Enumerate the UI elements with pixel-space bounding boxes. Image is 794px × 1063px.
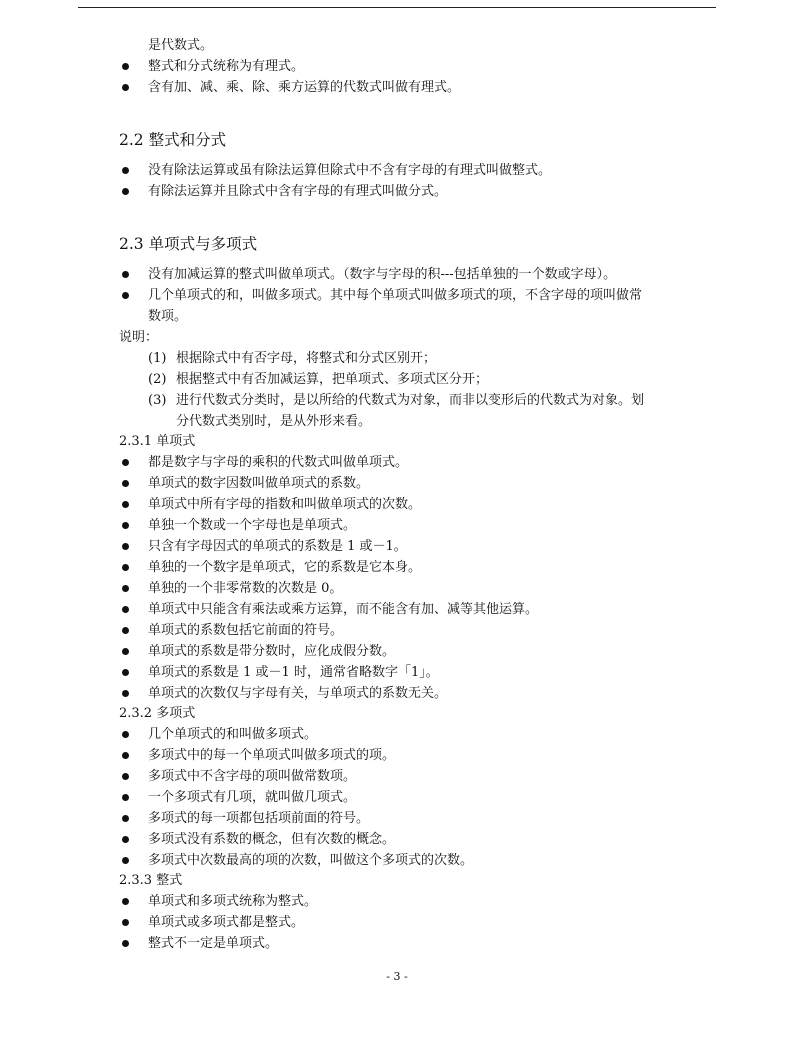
list-item: 多项式中次数最高的项的次数，叫做这个多项式的次数。: [148, 853, 474, 868]
bullet-icon: [122, 857, 129, 864]
section-heading-2-2: 2.2 整式和分式: [119, 131, 227, 149]
list-item: 多项式的每一项都包括项前面的符号。: [148, 811, 370, 826]
bullet-icon: [122, 940, 129, 947]
list-item: 多项式中不含字母的项叫做常数项。: [148, 769, 357, 784]
bullet-icon: [122, 794, 129, 801]
bullet-icon: [122, 459, 129, 466]
bullet-icon: [122, 522, 129, 529]
list-item: 整式和分式统称为有理式。: [148, 59, 305, 74]
note-number: (2): [148, 372, 167, 387]
note-text-continuation: 分代数式类别时，是从外形来看。: [176, 414, 372, 429]
list-item: 都是数字与字母的乘积的代数式叫做单项式。: [148, 455, 409, 470]
note-number: (3): [148, 393, 167, 408]
bullet-icon: [122, 501, 129, 508]
list-item: 几个单项式的和叫做多项式。: [148, 727, 318, 742]
list-item: 单独的一个数字是单项式，它的系数是它本身。: [148, 560, 422, 575]
list-item: 有除法运算并且除式中含有字母的有理式叫做分式。: [148, 184, 448, 199]
note-text: 根据整式中有否加减运算，把单项式、多项式区分开；: [176, 372, 489, 387]
bullet-icon: [122, 898, 129, 905]
bullet-icon: [122, 669, 129, 676]
subsection-heading-2-3-2: 2.3.2 多项式: [119, 706, 196, 721]
bullet-icon: [122, 63, 129, 70]
list-item: 只含有字母因式的单项式的系数是 1 或－1。: [148, 539, 407, 554]
bullet-icon: [122, 815, 129, 822]
list-item: 单项式的系数包括它前面的符号。: [148, 623, 344, 638]
list-item: 单项式的次数仅与字母有关，与单项式的系数无关。: [148, 686, 448, 701]
list-item: 几个单项式的和，叫做多项式。其中每个单项式叫做多项式的项，不含字母的项叫做常: [148, 288, 643, 303]
bullet-icon: [122, 585, 129, 592]
page-number: - 3 -: [386, 970, 408, 983]
bullet-icon: [122, 648, 129, 655]
bullet-icon: [122, 292, 129, 299]
note-number: (1): [148, 351, 167, 366]
bullet-icon: [122, 773, 129, 780]
bullet-icon: [122, 543, 129, 550]
bullet-icon: [122, 752, 129, 759]
bullet-icon: [122, 564, 129, 571]
list-item: 单项式的系数是 1 或－1 时，通常省略数字「1」。: [148, 665, 439, 680]
note-text: 进行代数式分类时，是以所给的代数式为对象，而非以变形后的代数式为对象。划: [176, 393, 645, 408]
subsection-heading-2-3-3: 2.3.3 整式: [119, 873, 183, 888]
bullet-icon: [122, 731, 129, 738]
note-text: 根据除式中有否字母，将整式和分式区别开；: [176, 351, 437, 366]
list-item: 单独的一个非零常数的次数是 0。: [148, 581, 343, 596]
bullet-icon: [122, 84, 129, 91]
list-item: 单项式或多项式都是整式。: [148, 915, 305, 930]
list-item: 单独一个数或一个字母也是单项式。: [148, 518, 357, 533]
list-item: 单项式的数字因数叫做单项式的系数。: [148, 476, 370, 491]
bullet-icon: [122, 627, 129, 634]
note-label: 说明：: [119, 330, 159, 345]
list-item: 没有加减运算的整式叫做单项式。（数字与字母的积---包括单独的一个数或字母）。: [148, 267, 617, 282]
list-item: 单项式中只能含有乘法或乘方运算，而不能含有加、减等其他运算。: [148, 602, 539, 617]
list-item: 整式不一定是单项式。: [148, 936, 279, 951]
list-item: 单项式和多项式统称为整式。: [148, 894, 318, 909]
list-item: 没有除法运算或虽有除法运算但除式中不含有字母的有理式叫做整式。: [148, 163, 552, 178]
bullet-icon: [122, 606, 129, 613]
bullet-icon: [122, 188, 129, 195]
list-item: 多项式中的每一个单项式叫做多项式的项。: [148, 748, 396, 763]
subsection-heading-2-3-1: 2.3.1 单项式: [119, 434, 196, 449]
bullet-icon: [122, 167, 129, 174]
list-item: 多项式没有系数的概念，但有次数的概念。: [148, 832, 396, 847]
list-item: 一个多项式有几项，就叫做几项式。: [148, 790, 357, 805]
bullet-icon: [122, 836, 129, 843]
list-item: 含有加、减、乘、除、乘方运算的代数式叫做有理式。: [148, 80, 461, 95]
bullet-icon: [122, 690, 129, 697]
bullet-icon: [122, 271, 129, 278]
list-item: 单项式的系数是带分数时，应化成假分数。: [148, 644, 396, 659]
list-item-continuation: 数项。: [148, 309, 188, 324]
bullet-icon: [122, 919, 129, 926]
bullet-icon: [122, 480, 129, 487]
paragraph-continuation: 是代数式。: [148, 38, 214, 53]
list-item: 单项式中所有字母的指数和叫做单项式的次数。: [148, 497, 422, 512]
header-rule: [78, 7, 716, 8]
section-heading-2-3: 2.3 单项式与多项式: [119, 235, 258, 253]
